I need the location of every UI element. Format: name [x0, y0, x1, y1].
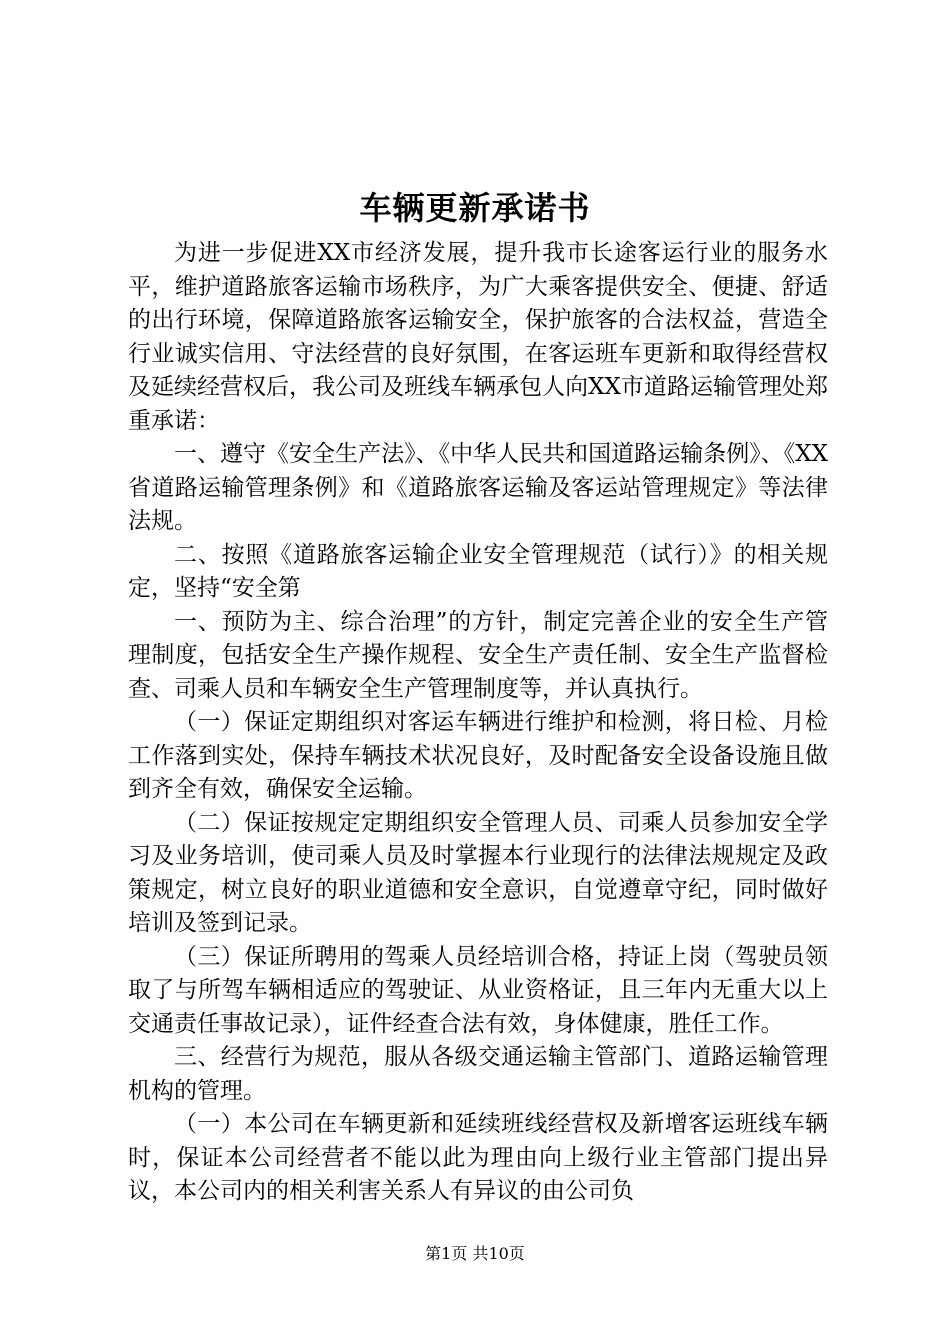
paragraph-item-3-sub-1: （一）本公司在车辆更新和延续班线经营权及新增客运班线车辆时，保证本公司经营者不能以此为理由向上级行业主管部门提出异议，本公司内的相关利害关系人有异议的由公司负	[128, 1111, 828, 1204]
document-title: 车辆更新承诺书	[359, 189, 591, 227]
document-body	[128, 237, 828, 1209]
paragraph-item-1: 一、遵守《安全生产法》、《中华人民共和国道路运输条例》、《XX省道路运输管理条例》和《道路旅客运输及客运站管理规定》等法律法规。	[128, 441, 828, 534]
paragraph-item-2: 二、按照《道路旅客运输企业安全管理规范（试行）》的相关规定，坚持“安全第	[128, 541, 828, 601]
page-footer: 第1页 共10页	[425, 1244, 525, 1263]
paragraph-item-2-cont: 一、预防为主、综合治理”的方针，制定完善企业的安全生产管理制度，包括安全生产操作规程、安全生产责任制、安全生产监督检查、司乘人员和车辆安全生产管理制度等，并认真执行。	[128, 608, 828, 702]
paragraph-item-3: 三、经营行为规范，服从各级交通运输主管部门、道路运输管理机构的管理。	[128, 1044, 828, 1104]
paragraph-sub-3: （三）保证所聘用的驾乘人员经培训合格，持证上岗（驾驶员领取了与所驾车辆相适应的驾驶证、从业资格证，且三年内无重大以上交通责任事故记录），证件经查合法有效，身体健康，胜任工作。	[128, 943, 828, 1037]
paragraph-sub-1: （一）保证定期组织对客运车辆进行维护和检测，将日检、月检工作落到实处，保持车辆技术状况良好，及时配备安全设备设施且做到齐全有效，确保安全运输。	[128, 709, 828, 802]
paragraph-sub-2: （二）保证按规定定期组织安全管理人员、司乘人员参加安全学习及业务培训，使司乘人员及时掌握本行业现行的法律法规规定及政策规定，树立良好的职业道德和安全意识，自觉遵章守纪，同时做好培训及签到记录。	[128, 809, 828, 936]
paragraph-intro: 为进一步促进XX市经济发展，提升我市长途客运行业的服务水平，维护道路旅客运输市场秩序，为广大乘客提供安全、便捷、舒适的出行环境，保障道路旅客运输安全，保护旅客的合法权益，营造全行业诚实信用、守法经营的良好氛围，在客运班车更新和取得经营权及延续经营权后，我公司及班线车辆承包人向XX市道路运输管理处郑重承诺：	[128, 240, 828, 434]
